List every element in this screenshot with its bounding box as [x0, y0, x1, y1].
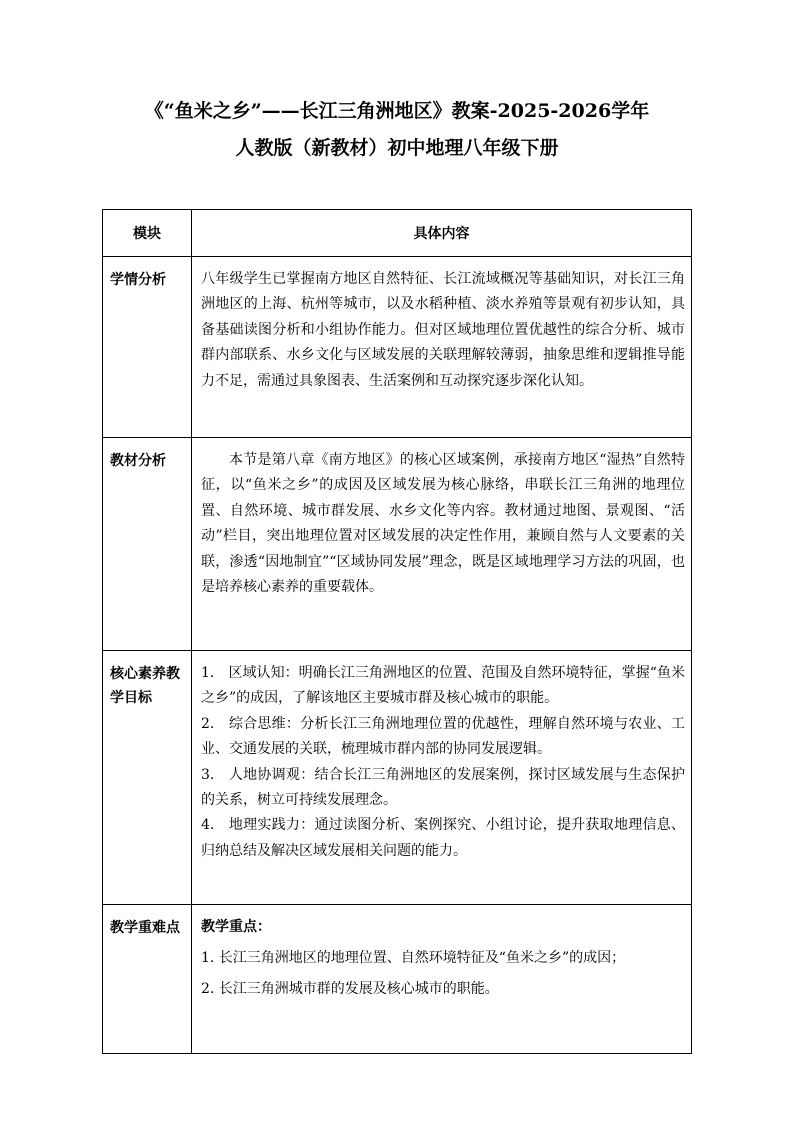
goal-item-integrated-thinking: 2. 综合思维：分析长江三角洲地理位置的优越性，理解自然环境与农业、工业、交通发展的关联，梳理城市群内部的协同发展逻辑。 [201, 715, 685, 758]
table-row [103, 257, 692, 438]
table-header-row [103, 210, 692, 257]
table-row [103, 905, 692, 1054]
column-header-module: 模块 [103, 210, 192, 257]
row-content-core-goals [192, 651, 692, 905]
lesson-plan-table [102, 209, 692, 1054]
goal-item-human-earth-harmony: 3. 人地协调观：结合长江三角洲地区的发展案例，探讨区域发展与生态保护的关系，树立可持续发展理念。 [201, 766, 685, 809]
key-points-heading: 教学重点： [201, 919, 271, 935]
student-analysis-text: 八年级学生已掌握南方地区自然特征、长江流域概况等基础知识，对长江三角洲地区的上海、杭州等城市，以及水稻种植、淡水养殖等景观有初步认知，具备基础读图分析和小组协作能力。但对区域地理位置优越性的综合分析、城市群内部联系、水乡文化与区域发展的关联理解较薄弱，抽象思维和逻辑推导能力不足，需通过具象图表、生活案例和互动探究逐步深化认知。 [201, 271, 685, 389]
textbook-analysis-text: 本节是第八章《南方地区》的核心区域案例，承接南方地区“湿热”自然特征，以“鱼米之乡”的成因及区域发展为核心脉络，串联长江三角洲的地理位置、自然环境、城市群发展、水乡文化等内容。教材通过地图、景观图、“活动”栏目，突出地理位置对区域发展的决定性作用，兼顾自然与人文要素的关联，渗透“因地制宜”“区域协同发展”理念，既是区域地理学习方法的巩固，也是培养核心素养的重要载体。 [201, 452, 685, 596]
key-point-item-1: 1. 长江三角洲地区的地理位置、自然环境特征及“鱼米之乡”的成因； [201, 950, 626, 966]
key-point-item-2: 2. 长江三角洲城市群的发展及核心城市的职能。 [201, 981, 499, 997]
row-label-core-goals: 核心素养教学目标 [103, 651, 192, 905]
column-header-content: 具体内容 [192, 210, 692, 257]
row-label-textbook-analysis: 教材分析 [103, 438, 192, 651]
row-label-student-analysis: 学情分析 [103, 257, 192, 438]
goal-item-geographic-practice: 4. 地理实践力：通过读图分析、案例探究、小组讨论，提升获取地理信息、归纳总结及解决区域发展相关问题的能力。 [201, 817, 685, 859]
row-content-student-analysis [192, 257, 692, 438]
row-label-key-points: 教学重难点 [103, 905, 192, 1054]
table-row [103, 651, 692, 905]
document-title-line-2: 人教版（新教材）初中地理八年级下册 [235, 137, 559, 159]
document-title-line-1: 《“鱼米之乡”——长江三角洲地区》教案-2025-2026学年 [144, 100, 650, 122]
row-content-textbook-analysis [192, 438, 692, 651]
goal-item-regional-cognition: 1. 区域认知：明确长江三角洲地区的位置、范围及自然环境特征，掌握“鱼米之乡”的成因，了解该地区主要城市群及核心城市的职能。 [201, 665, 685, 707]
table-row [103, 438, 692, 651]
row-content-key-points [192, 905, 692, 1054]
